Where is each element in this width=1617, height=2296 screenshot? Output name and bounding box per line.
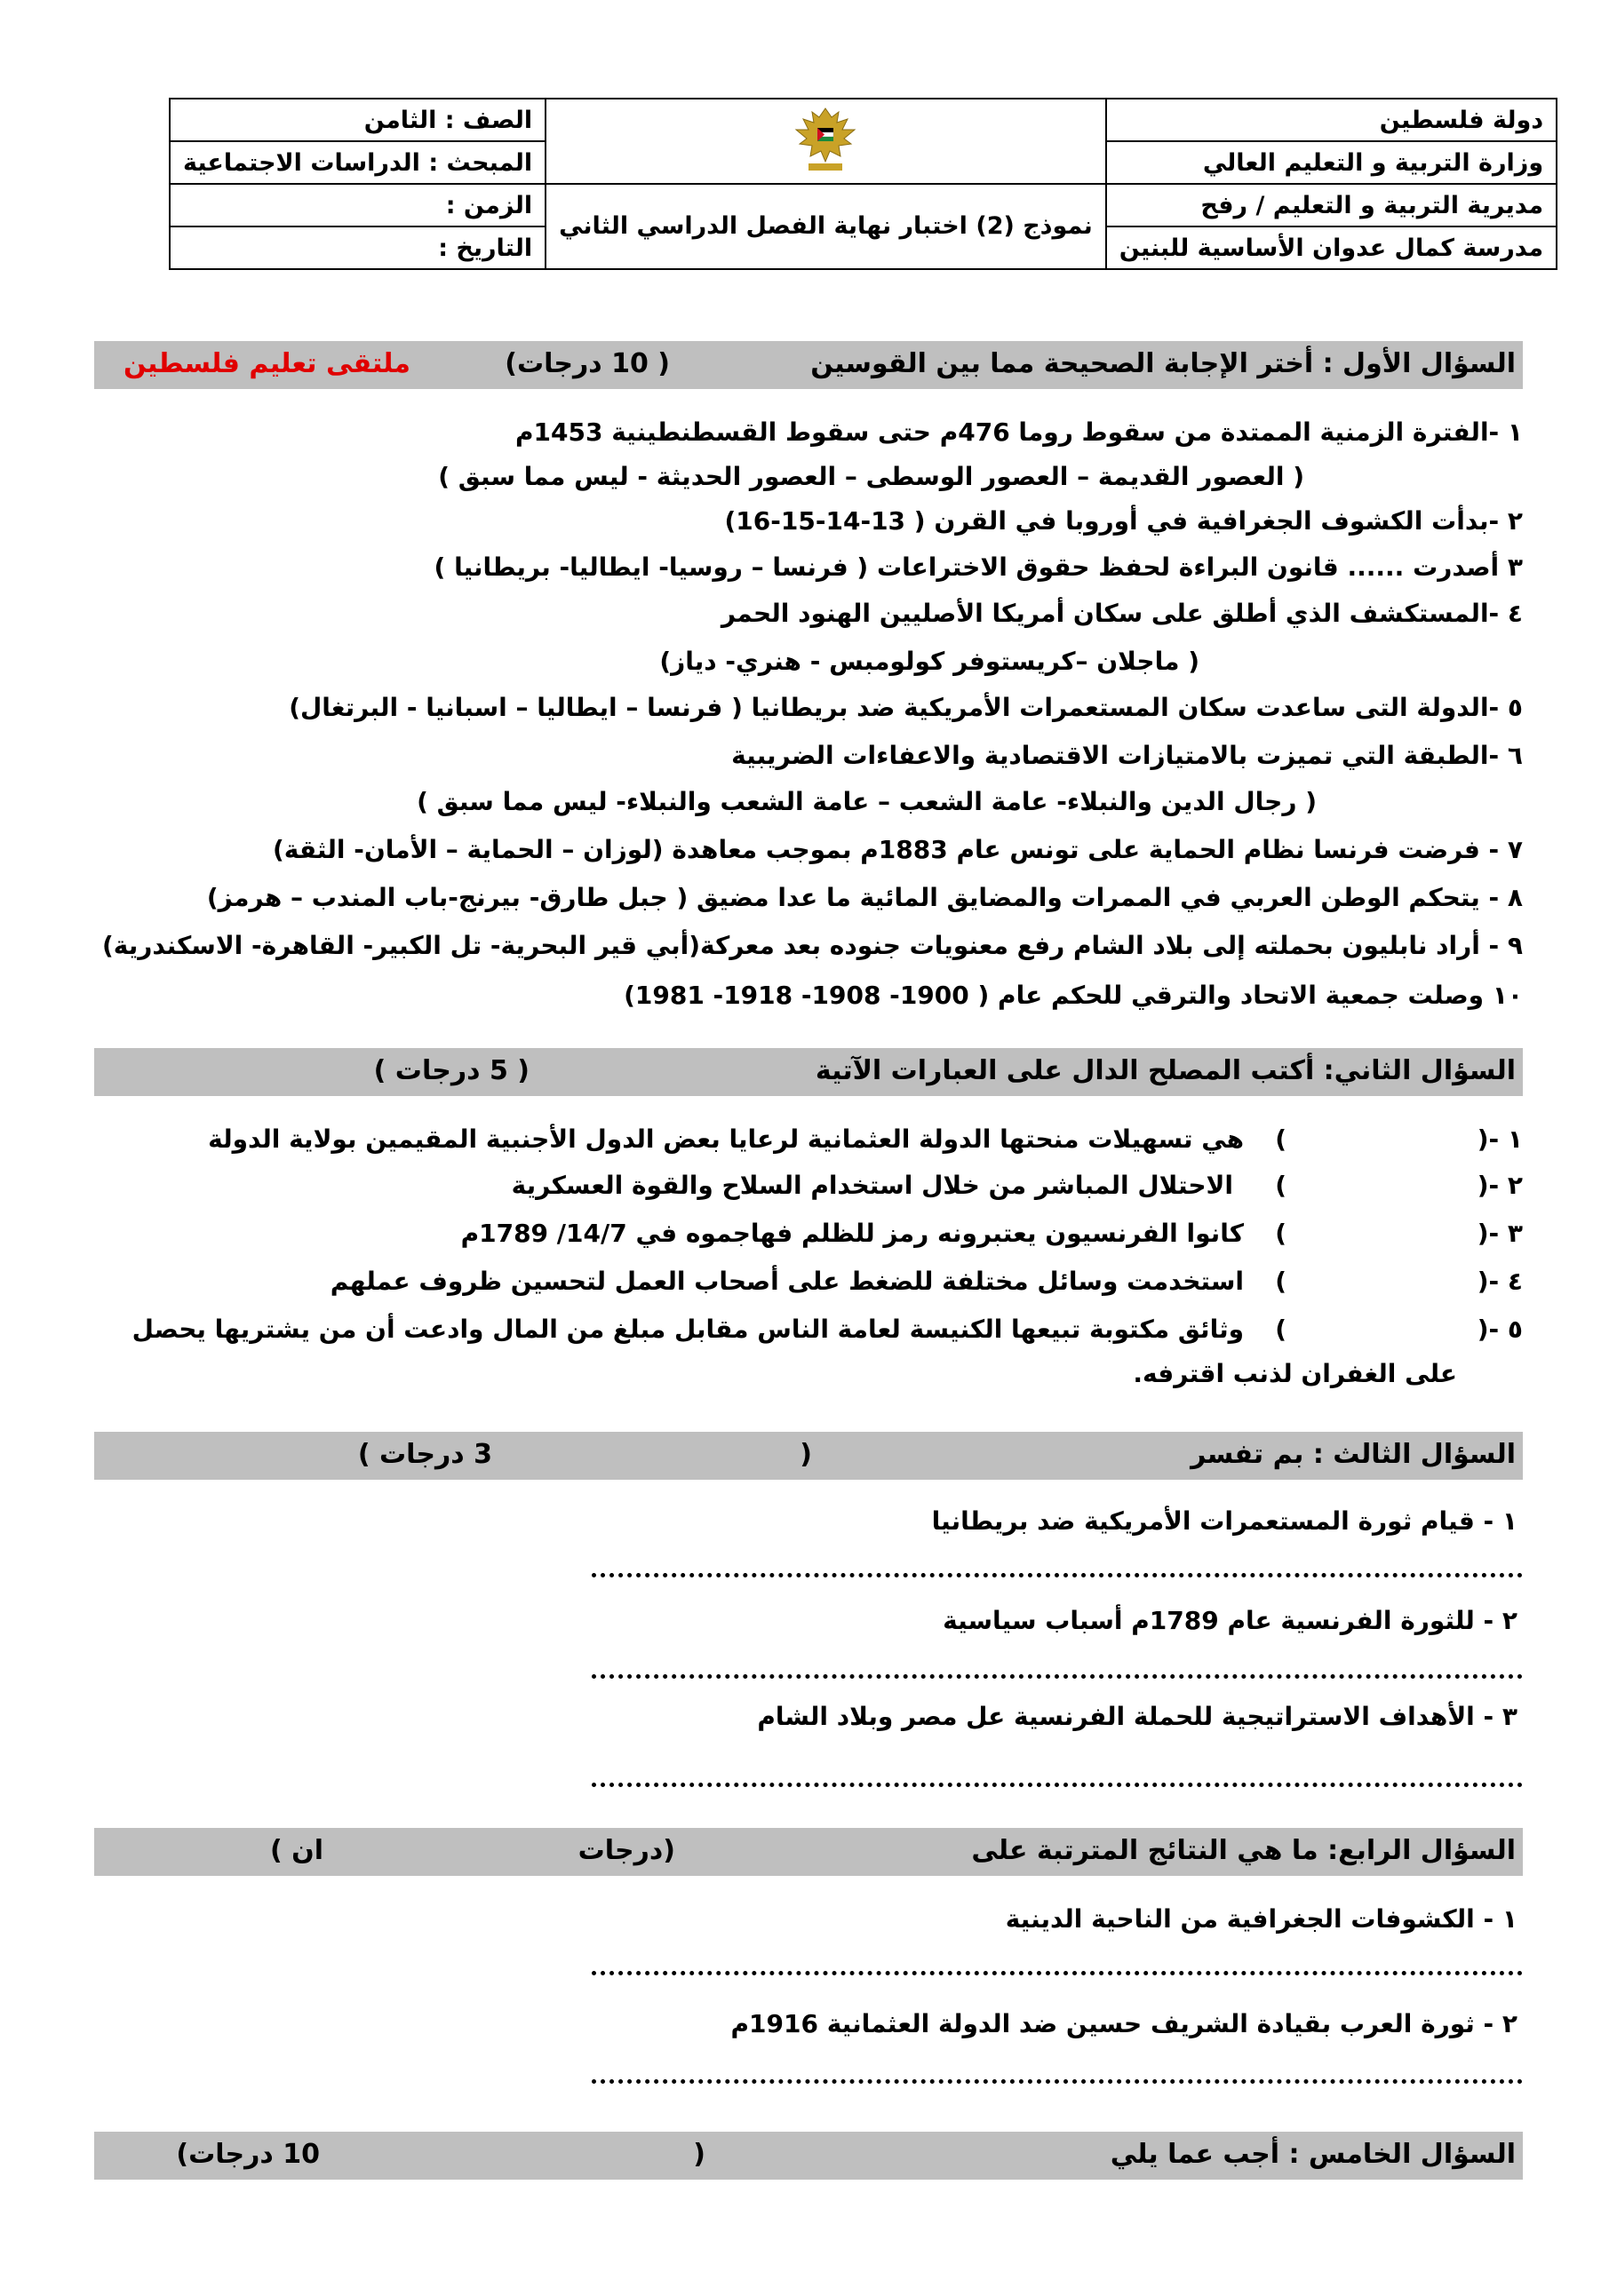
q5-bar: [94, 2132, 1523, 2180]
q5-marks-open: (: [693, 2139, 705, 2170]
q4-item: ١ - الكشوفات الجغرافية من الناحية الدينية: [1005, 1904, 1517, 1934]
q1-line: ( العصور القديمة – العصور الوسطى – العصور الحديثة - ليس مما سبق ): [438, 462, 1304, 491]
q1-title: السؤال الأول : أختر الإجابة الصحيحة مما بين القوسين: [810, 348, 1516, 379]
q2-item-number: ٤ -(: [1477, 1267, 1523, 1296]
q2-item-paren: ): [1275, 1124, 1286, 1154]
q1-line: ١ -الفترة الزمنية الممتدة من سقوط روما 476م حتى سقوط القسطنطينية 1453م: [514, 417, 1523, 447]
q1-line: ٨ - يتحكم الوطن العربي في الممرات والمضايق المائية ما عدا مضيق ( جبل طارق- بيرنج-باب المندب – هرمز): [206, 883, 1523, 912]
header-state: دولة فلسطين: [1106, 99, 1557, 141]
header-school: مدرسة كمال عدوان الأساسية للبنين: [1106, 226, 1557, 269]
header-time: الزمن :: [170, 184, 546, 226]
q5-marks: 10 درجات): [176, 2139, 320, 2170]
q1-bar: [94, 341, 1523, 389]
q4-item: ٢ - ثورة العرب بقيادة الشريف حسين ضد الدولة العثمانية 1916م: [730, 2009, 1517, 2038]
q1-line: ٦ -الطبقة التي تميزت بالامتيازات الاقتصادية والاعفاءات الضريبية: [731, 741, 1523, 770]
q1-line: ٧ - فرضت فرنسا نظام الحماية على تونس عام 1883م بموجب معاهدة (لوزان – الحماية – الأمان- الثقة): [273, 835, 1523, 864]
q5-title: السؤال الخامس : أجب عما يلي: [1110, 2139, 1516, 2170]
q2-bar: [94, 1048, 1523, 1096]
q2-item-text: استخدمت وسائل مختلفة للضغط على أصحاب العمل لتحسين ظروف عملهم: [330, 1267, 1244, 1296]
q4-bar: [94, 1828, 1523, 1876]
header-subject: المبحث : الدراسات الاجتماعية: [170, 141, 546, 184]
q2-item-number: ٥ -(: [1477, 1315, 1523, 1344]
q3-title: السؤال الثالث : بم تفسر: [1191, 1439, 1516, 1470]
q2-item-paren: ): [1275, 1219, 1286, 1248]
q4-marks-b: ان ): [269, 1835, 323, 1866]
q2-item-paren: ): [1275, 1267, 1286, 1296]
q3-marks-open: (: [800, 1439, 812, 1470]
q4-title: السؤال الرابع: ما هي النتائج المترتبة على: [971, 1835, 1516, 1866]
header-date: التاريخ :: [170, 226, 546, 269]
header-grade: الصف : الثامن: [170, 99, 546, 141]
q1-line: ٢ -بدأت الكشوف الجغرافية في أوروبا في القرن ( 13-14-15-16): [724, 506, 1523, 536]
header-ministry: وزارة التربية و التعليم العالي: [1106, 141, 1557, 184]
q1-line: ( ماجلان –كريستوفر كولومبس - هنري- دياز): [659, 647, 1199, 676]
answer-dots: [592, 1673, 1523, 1679]
q2-item-text: الاحتلال المباشر من خلال استخدام السلاح والقوة العسكرية: [511, 1171, 1233, 1200]
q2-title: السؤال الثاني: أكتب المصلح الدال على العبارات الآتية: [815, 1055, 1516, 1086]
q1-line: ٣ أصدرت ...... قانون البراءة لحفظ حقوق الاختراعات ( فرنسا – روسيا- ايطاليا- بريطانيا ): [434, 552, 1523, 582]
answer-dots: [592, 1572, 1523, 1577]
q1-line: ١٠ وصلت جمعية الاتحاد والترقي للحكم عام ( 1900- 1908- 1918- 1981): [624, 981, 1523, 1010]
palestine-emblem-icon: [785, 103, 865, 179]
q1-line: ٥ -الدولة التى ساعدت سكان المستعمرات الأمريكية ضد بريطانيا ( فرنسا – ايطاليا – اسبانيا - البرتغال): [289, 693, 1523, 722]
q3-item: ٢ - للثورة الفرنسية عام 1789م أسباب سياسية: [943, 1606, 1517, 1635]
q2-continuation: على الغفران لذنب اقترفه.: [1133, 1359, 1457, 1388]
q2-marks: ( 5 درجات ): [373, 1055, 530, 1086]
q1-marks: ( 10 درجات): [505, 348, 670, 379]
q2-item-paren: ): [1275, 1315, 1286, 1344]
q1-line: ( رجال الدين والنبلاء- عامة الشعب – عامة الشعب والنبلاء- ليس مما سبق ): [417, 787, 1317, 816]
q2-item-text: هي تسهيلات منحتها الدولة العثمانية لرعايا بعض الدول الأجنبية المقيمين بولاية الدولة: [208, 1124, 1244, 1154]
site-label: ملتقى تعليم فلسطين: [123, 348, 410, 379]
exam-title: نموذج (2) اختبار نهاية الفصل الدراسي الثاني: [546, 184, 1106, 269]
q3-bar: [94, 1432, 1523, 1480]
q1-line: ٩ - أراد نابليون بحملته إلى بلاد الشام رفع معنويات جنوده بعد معركة(أبي قير البحرية- تل الكبير- القاهرة- الاسكندرية): [102, 931, 1523, 960]
q2-item-number: ١ -(: [1477, 1124, 1523, 1154]
q2-item-text: كانوا الفرنسيون يعتبرونه رمز للظلم فهاجموه في 14/7/ 1789م: [460, 1219, 1244, 1248]
q3-marks: 3 درجات ): [357, 1439, 492, 1470]
q4-marks-a: (درجات: [578, 1835, 675, 1866]
answer-dots: [592, 2078, 1523, 2084]
emblem-cell: [546, 99, 1106, 184]
answer-dots: [592, 1782, 1523, 1787]
q1-line: ٤ -المستكشف الذي أطلق على سكان أمريكا الأصليين الهنود الحمر: [721, 599, 1523, 628]
header-table: [169, 98, 1557, 270]
q2-item-text: وثائق مكتوبة تبيعها الكنيسة لعامة الناس مقابل مبلغ من المال وادعت أن من يشتريها يحصل: [131, 1315, 1244, 1344]
q3-item: ٣ - الأهداف الاستراتيجية للحملة الفرنسية عل مصر وبلاد الشام: [757, 1702, 1517, 1731]
q3-item: ١ - قيام ثورة المستعمرات الأمريكية ضد بريطانيا: [931, 1506, 1517, 1536]
q2-item-number: ٢ -(: [1477, 1171, 1523, 1200]
q2-item-paren: ): [1275, 1171, 1286, 1200]
q2-item-number: ٣ -(: [1477, 1219, 1523, 1248]
answer-dots: [592, 1970, 1523, 1975]
header-directorate: مديرية التربية و التعليم / رفح: [1106, 184, 1557, 226]
